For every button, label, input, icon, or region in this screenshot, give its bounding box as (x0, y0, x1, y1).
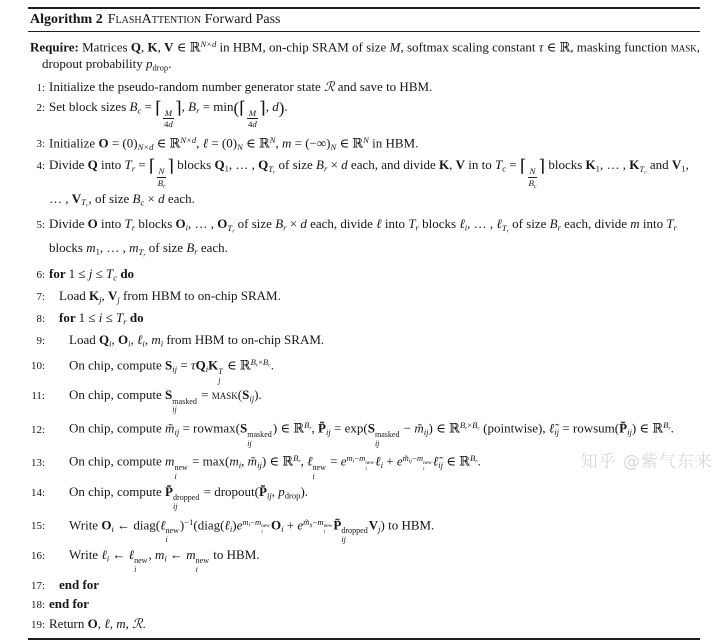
algorithm-line (28, 417, 700, 448)
line-content: Initialize O = (0)N×d ∈ ℝ$^{N\times d}$, ℓ = (0)N ∈ ℝ$^N$, m = (−∞)N ∈ ℝ$^N$ in HBM. (49, 134, 419, 152)
algorithm-line (28, 387, 700, 415)
algorithm-label: Algorithm 2 (30, 12, 103, 27)
line-content: On chip, compute m new i = max(mi, m̃ij) ∈ ℝ$^{Br}$, ℓ new i = $e^{mi-m new i}$ ℓi + $e^{m̃ij-m new i}$ ℓ̃ij ∈ ℝ$^{Br}$. (69, 453, 481, 481)
line-content: Load Qi, Oi, ℓi, mi from HBM to on-chip SRAM. (69, 331, 325, 349)
algorithm-line (28, 514, 700, 545)
line-number: 13: (30, 456, 45, 469)
line-number: 9: (36, 334, 45, 347)
algorithm-line (28, 99, 700, 130)
algorithm-line (28, 79, 700, 97)
zhihu-watermark: 知乎 @紫气东来 (580, 452, 713, 472)
line-content: Divide Q into Tr = ⌈ $\frac{N}{Br}$ ⌉ blocks Q1, … , QTr of size Br × d each, and divide K, V in to Tc = ⌈ $\frac{N}{Bc}$ ⌉ blocks K1, … , KTc and V1, … , VTc, of size Bc × d each. (49, 156, 689, 209)
line-content: Return O, ℓ, m, ℛ. (49, 615, 146, 631)
line-content: Write Oi ← diag(ℓ new i )$^{-1}(diag(\ell i)e^{mi-m new i}$ $Oi + e^{m̃ij-m new i}$ P̃ dropped ij Vj) to HBM. (69, 516, 435, 545)
line-number: 19: (30, 618, 45, 631)
line-content: On chip, compute m̃ij = rowmax(S masked ij ) ∈ ℝ$^{Br}$, P̃ij = exp(S masked ij − m̃ij) ∈ ℝ$^{Br\times Bc}$ (pointwise), ℓ̃ij = rowsum(P̃ij) ∈ ℝ$^{Br}$. (69, 420, 674, 448)
algorithm-line (28, 332, 700, 352)
algorithm-line (28, 266, 700, 286)
line-number: 4: (36, 160, 45, 173)
algorithm-line (28, 132, 700, 156)
fraction: $\frac{M}{4d}$ (248, 107, 257, 130)
algorithm-line (28, 616, 700, 634)
line-content: On chip, compute P̃ dropped ij = dropout(P̃ij, pdrop). (69, 483, 309, 511)
line-number: 17: (30, 579, 45, 592)
algorithm-line (28, 484, 700, 512)
algorithm-title-smallcaps: FlashAttention (107, 12, 202, 27)
algorithm-block (28, 7, 700, 640)
line-content: end for (49, 596, 90, 612)
line-content: Initialize the pseudo-random number generator state ℛ and save to HBM. (49, 79, 433, 95)
algorithm-line (28, 596, 700, 614)
algorithm-line (28, 577, 700, 595)
algorithm-lines (28, 79, 700, 633)
fraction: $\frac{M}{4d}$ (163, 107, 173, 130)
line-content: for 1 ≤ i ≤ Tr do (59, 309, 144, 327)
line-number: 18: (30, 599, 45, 612)
line-content: end for (59, 576, 100, 592)
line-number: 7: (36, 290, 45, 303)
line-number: 14: (30, 486, 45, 499)
algorithm-line (28, 288, 700, 308)
line-number: 15: (30, 519, 45, 532)
line-number: 5: (36, 219, 45, 232)
line-number: 16: (30, 549, 45, 562)
algorithm-line (28, 310, 700, 330)
line-content: On chip, compute Sij = τQiK T j ∈ ℝ$^{Br\times Bc}$. (69, 357, 274, 385)
line-number: 12: (30, 423, 45, 436)
line-number: 1: (36, 82, 45, 95)
algorithm-line (28, 354, 700, 385)
line-number: 8: (36, 312, 45, 325)
line-content: for 1 ≤ j ≤ Tc do (49, 265, 135, 283)
algorithm-header (28, 9, 700, 32)
algorithm-line (28, 216, 700, 264)
line-content: Load Kj, Vj from HBM to on-chip SRAM. (59, 287, 281, 305)
line-content: Set block sizes Bc = ⌈ $\frac{M}{4d}$ ⌉, Br = min(⌈ $\frac{M}{4d}$ ⌉, d). (49, 98, 288, 130)
fraction: $\frac{N}{Bc}$ (528, 166, 537, 190)
line-number: 3: (36, 138, 45, 151)
algorithm-line (28, 547, 700, 575)
fraction: $\frac{N}{Br}$ (157, 166, 166, 190)
require-line: Require: Matrices Q, K, V ∈ ℝ$^{N\times d}$ in HBM, on-chip SRAM of size M, softmax scaling constant τ ∈ ℝ, masking function mask, dropout probability pdrop. (30, 39, 700, 74)
algorithm-line (28, 157, 700, 214)
line-content: On chip, compute S masked ij = mask(Sij). (69, 387, 262, 415)
line-number: 11: (31, 390, 45, 403)
line-number: 2: (36, 101, 45, 114)
algorithm-title-rest: Forward Pass (204, 12, 281, 27)
line-number: 10: (30, 360, 45, 373)
line-content: Write ℓi ← ℓ new i , mi ← m new i to HBM. (69, 546, 260, 574)
line-number: 6: (36, 268, 45, 281)
line-content: Divide O into Tr blocks Oi, … , OTr of size Br × d each, divide ℓ into Tr blocks ℓi, … , ℓTr of size Br each, divide m into Tr blocks m1, … , mTr of size Br each. (49, 216, 677, 259)
